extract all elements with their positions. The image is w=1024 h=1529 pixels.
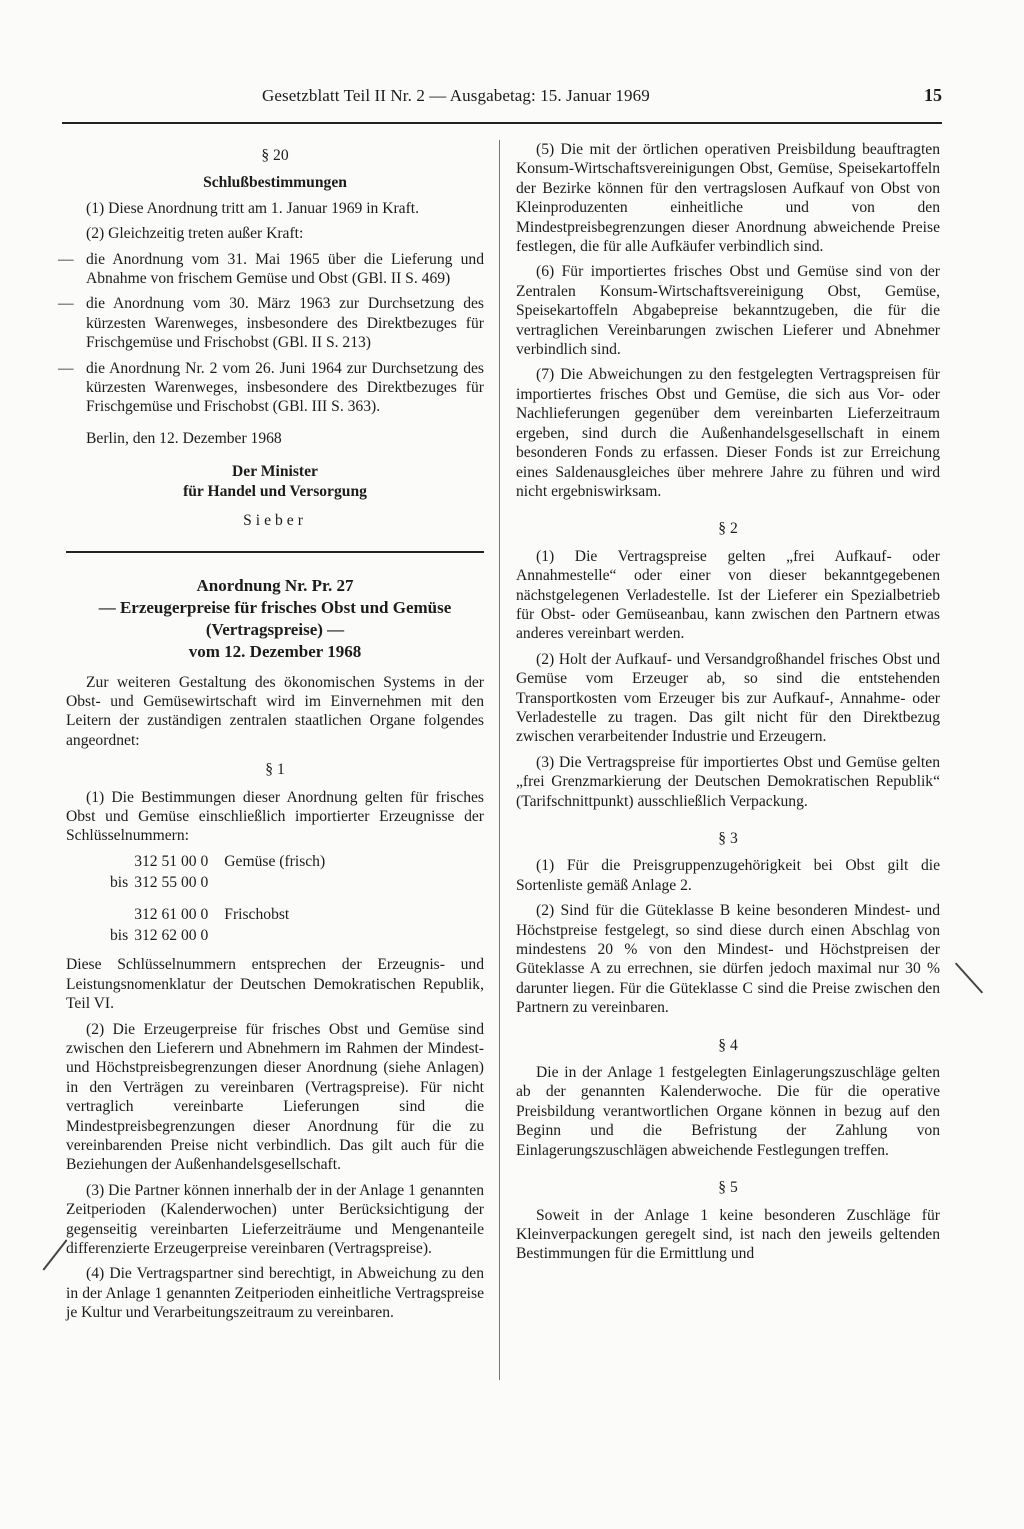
- ordinance-date: vom 12. Dezember 1968: [188, 641, 362, 661]
- key-number: 312 61 00 0: [134, 905, 209, 923]
- column-divider: [499, 140, 500, 1380]
- s20-paragraph-1: (1) Diese Anordnung tritt am 1. Januar 1969 in Kraft.: [86, 199, 420, 217]
- section-5-symbol: § 5: [718, 1179, 738, 1197]
- header-title: Gesetzblatt Teil II Nr. 2 — Ausgabetag: 15. Januar 1969: [262, 86, 650, 105]
- section-2-symbol: § 2: [718, 520, 738, 538]
- s5-paragraph-1: Soweit in der Anlage 1 keine besonderen Zuschläge für Kleinverpackungen geregelt sind, ist nach den jeweils geltenden Bestimmungen für die Ermittlung und: [516, 1206, 940, 1263]
- signer-name: Sieber: [243, 512, 307, 530]
- repeal-item-text: die Anordnung vom 31. Mai 1965 über die Lieferung und Abnahme von frischem Gemüse und Obst (GBl. II S. 469): [86, 250, 484, 288]
- s1-paragraph-2: (2) Die Erzeugerpreise für frisches Obst und Gemüse sind zwischen den Lieferern und Abnehmern im Rahmen der Mindest- und Höchstpreisbegrenzungen dieser Anordnung (siehe Anlagen) in den Verträgen zu vereinbaren (Vertragspreise). Für nicht vertraglich vereinbarte Lieferungen sind die Mindestpreisbegrenzungen dieser Anordnung für die zu vereinbarenden Preise nicht verbindlich. Das gilt auch für die Beziehungen der Außenhandelsgesellschaft.: [66, 1020, 484, 1174]
- key-number: 312 51 00 0: [134, 852, 209, 870]
- minister-title-1: Der Minister: [232, 463, 318, 481]
- s2-paragraph-1: (1) Die Vertragspreise gelten „frei Aufkauf- oder Annahmestelle“ oder einer von dieser bekanntgegebenen nächstgelegenen Verladestelle. Ist der Lieferer ein Spezialbetrieb für Obst- oder Gemüseanbau, kann zwischen den Partnern etwas anderes vereinbart werden.: [516, 547, 940, 643]
- right-column: [516, 140, 940, 1270]
- key-prefix: bis: [110, 926, 129, 944]
- dash-mark: —: [58, 250, 74, 268]
- section-3-symbol: § 3: [718, 830, 738, 847]
- key-number: 312 62 00 0: [134, 926, 209, 944]
- repeal-item: [58, 250, 484, 289]
- ordinance-number: Anordnung Nr. Pr. 27: [196, 575, 354, 595]
- key-label: Gemüse (frisch): [224, 852, 326, 870]
- s1-paragraph-4: (4) Die Vertragspartner sind berechtigt, in Abweichung zu den in der Anlage 1 genannten Zeitperioden einheitliche Vertragspreise je Kultur und Verarbeitungszeitraum zu vereinbaren.: [66, 1265, 484, 1322]
- key-label: Frischobst: [224, 905, 290, 923]
- s1-paragraph-7: (7) Die Abweichungen zu den festgelegten Vertragspreisen für importiertes frisches Obst und Gemüse, die sich aus Vor- oder Nachlieferungen gegenüber dem vereinbarten Lieferzeitraum ergeben, sind durch die Außenhandelsgesellschaft in einem besonderen Fonds zu erfassen. Dieser Fonds ist zur Erreichung eines Saldenausgleiches über mehrere Jahre zu führen und wird nicht ergebniswirksam.: [516, 366, 940, 500]
- s1-paragraph-3: (3) Die Partner können innerhalb der in der Anlage 1 genannten Zeitperioden (Kalenderwochen) unter Berücksichtigung der gegenseitig vereinbarten Lieferzeiträume und Mengenanteile differenzierte Erzeugerpreise vereinbaren (Vertragspreise).: [66, 1181, 484, 1258]
- key-row: [110, 873, 331, 894]
- key-number: 312 55 00 0: [134, 874, 209, 892]
- key-label: [214, 873, 331, 894]
- repeal-item-text: die Anordnung vom 30. März 1963 zur Durchsetzung des kürzesten Warenweges, insbesondere des Direktbezuges für Frischgemüse und Frischobst (GBl. II S. 213): [86, 295, 484, 352]
- section-1-symbol: § 1: [265, 761, 285, 779]
- s20-paragraph-2: (2) Gleichzeitig treten außer Kraft:: [86, 225, 304, 243]
- s1-paragraph-5: (5) Die mit der örtlichen operativen Preisbildung beauftragten Konsum-Wirtschaftsvereinigungen Obst, Gemüse, Speisekartoffeln der Bezirke können für den vertragslosen Aufkauf von Obst von Kleinproduzenten einheitliche und von den Mindestpreisbegrenzungen dieser Anordnung abweichende Preise festlegen, die für alle Aufkäufer verbindlich sind.: [516, 141, 940, 256]
- dash-mark: —: [58, 359, 74, 377]
- section-4-symbol: § 4: [718, 1036, 738, 1054]
- ordinance-subtitle-2: (Vertragspreise) —: [205, 619, 345, 639]
- header-rule: [62, 122, 942, 124]
- key-prefix: bis: [110, 874, 129, 892]
- s4-paragraph-1: Die in der Anlage 1 festgelegten Einlagerungszuschläge gelten ab der genannten Kalenderwoche. Die für die operative Preisbildung verantwortlichen Organe können in bezug auf den Beginn und die Befristung der Zahlung von Einlagerungszuschlägen abweichende Festlegungen treffen.: [516, 1064, 940, 1159]
- section-20-symbol: § 20: [261, 147, 289, 164]
- margin-pencil-mark: [43, 1239, 68, 1270]
- s3-paragraph-2: (2) Sind für die Güteklasse B keine besonderen Mindest- und Höchstpreise festgelegt, so sind diese durch einen Abschlag von mindestens 20 % von den Mindest- und Höchstpreisen der Güteklasse A zu errechnen, sie dürfen jedoch maximal nur 30 % darunter liegen. Für die Güteklasse C sind die Preise zwischen den Partnern zu vereinbaren.: [516, 902, 940, 1017]
- page-header: [62, 84, 942, 112]
- repeal-item: [58, 294, 484, 352]
- s3-paragraph-1: (1) Für die Preisgruppenzugehörigkeit bei Obst gilt die Sortenliste gemäß Anlage 2.: [516, 857, 940, 894]
- dash-mark: —: [58, 295, 74, 313]
- key-row: [110, 905, 331, 926]
- section-rule: [66, 551, 484, 553]
- s1-paragraph-6: (6) Für importiertes frisches Obst und Gemüse sind von der Zentralen Konsum-Wirtschaftsvereinigung Obst, Gemüse, Speisekartoffeln Abgabepreise bekanntzugeben, die für die vertraglichen Vereinbarungen zwischen Lieferer und Abnehmer verbindlich sind.: [516, 263, 940, 359]
- ordinance-subtitle-1: — Erzeugerpreise für frisches Obst und Gemüse: [98, 597, 452, 617]
- s2-paragraph-3: (3) Die Vertragspreise für importiertes Obst und Gemüse gelten „frei Grenzmarkierung der Deutschen Demokratischen Republik“ (Tarifschnittpunkt) ausschließlich Verpackung.: [516, 753, 940, 810]
- s1-paragraph-1-continued: Diese Schlüsselnummern entsprechen der Erzeugnis- und Leistungsnomenklatur der Deutschen Demokratischen Republik, Teil VI.: [66, 956, 484, 1013]
- section-20-heading: Schlußbestimmungen: [203, 174, 347, 192]
- margin-pencil-mark: [955, 962, 983, 993]
- repeal-item: [58, 359, 484, 417]
- minister-title-2: für Handel und Versorgung: [183, 482, 367, 500]
- s1-paragraph-1: (1) Die Bestimmungen dieser Anordnung gelten für frisches Obst und Gemüse einschließlich importierter Erzeugnisse der Schlüsselnummern:: [66, 788, 484, 845]
- key-row: [110, 852, 331, 873]
- ordinance-intro: Zur weiteren Gestaltung des ökonomischen Systems in der Obst- und Gemüsewirtschaft wird im Einvernehmen mit den Leitern der zuständigen zentralen staatlichen Organe folgendes angeordnet:: [66, 673, 484, 749]
- page-number: 15: [924, 85, 942, 105]
- place-date: Berlin, den 12. Dezember 1968: [86, 429, 282, 447]
- key-label: [214, 926, 331, 947]
- repeal-item-text: die Anordnung Nr. 2 vom 26. Juni 1964 zur Durchsetzung des kürzesten Warenweges, insbesondere des Direktbezuges für Frischgemüse und Frischobst (GBl. III S. 363).: [86, 359, 484, 416]
- s2-paragraph-2: (2) Holt der Aufkauf- und Versandgroßhandel frisches Obst und Gemüse vom Erzeuger ab, so sind die entstehenden Transportkosten vom Erzeuger bis zur Aufkauf-, Annahme- oder Verladestelle zu tragen. Das gilt nicht für den Direktbezug zwischen verarbeitender Industrie und Erzeugern.: [516, 650, 940, 746]
- key-prefix: [110, 905, 134, 926]
- key-prefix: [110, 852, 134, 873]
- key-number-table: [110, 852, 331, 948]
- key-row: [110, 926, 331, 947]
- left-column: [58, 140, 484, 1329]
